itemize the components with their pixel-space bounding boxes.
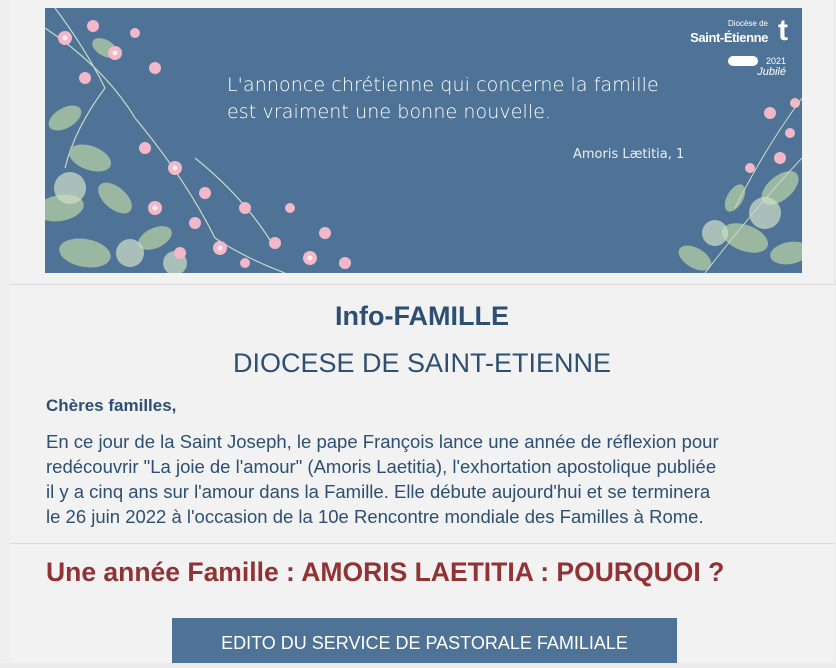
section-heading: Une année Famille : AMORIS LAETITIA : POURQUOI ? bbox=[46, 557, 725, 587]
logo-jubilee: Jubilé bbox=[757, 66, 786, 78]
logo-year: 2021 bbox=[765, 56, 786, 66]
paragraph-line: le 26 juin 2022 à l'occasion de la 10e Rencontre mondiale des Familles à Rome. bbox=[46, 506, 704, 527]
quote-line-2: est vraiment une bonne nouvelle. bbox=[227, 101, 552, 123]
intro-paragraph bbox=[46, 429, 806, 529]
diocese-logo bbox=[684, 16, 792, 76]
greeting: Chères familles, bbox=[46, 396, 177, 415]
paragraph-line: redécouvrir "La joie de l'amour" (Amoris Laetitia), l'exhortation apostolique publiée bbox=[46, 456, 717, 477]
newsletter-intro bbox=[10, 285, 834, 544]
banner-quote bbox=[227, 72, 659, 126]
newsletter-title: Info-FAMILLE bbox=[335, 301, 509, 331]
cloud-icon bbox=[728, 56, 758, 66]
paragraph-line: En ce jour de la Saint Joseph, le pape François lance une année de réflexion pour bbox=[46, 431, 719, 452]
cross-icon: t bbox=[778, 14, 788, 47]
section-amoris-laetitia bbox=[10, 545, 834, 663]
quote-attribution: Amoris Lætitia, 1 bbox=[573, 147, 685, 162]
header-card bbox=[10, 0, 835, 285]
banner-image bbox=[45, 8, 802, 273]
logo-name: Saint-Étienne bbox=[690, 30, 768, 45]
edito-button[interactable]: EDITO DU SERVICE DE PASTORALE FAMILIALE bbox=[172, 618, 677, 663]
logo-prefix: Diocèse de bbox=[727, 19, 768, 28]
newsletter-subtitle: DIOCESE DE SAINT-ETIENNE bbox=[232, 348, 612, 378]
quote-line-1: L'annonce chrétienne qui concerne la famille bbox=[227, 74, 659, 96]
paragraph-line: il y a cinq ans sur l'amour dans la Famille. Elle débute aujourd'hui et se terminera bbox=[46, 481, 711, 502]
